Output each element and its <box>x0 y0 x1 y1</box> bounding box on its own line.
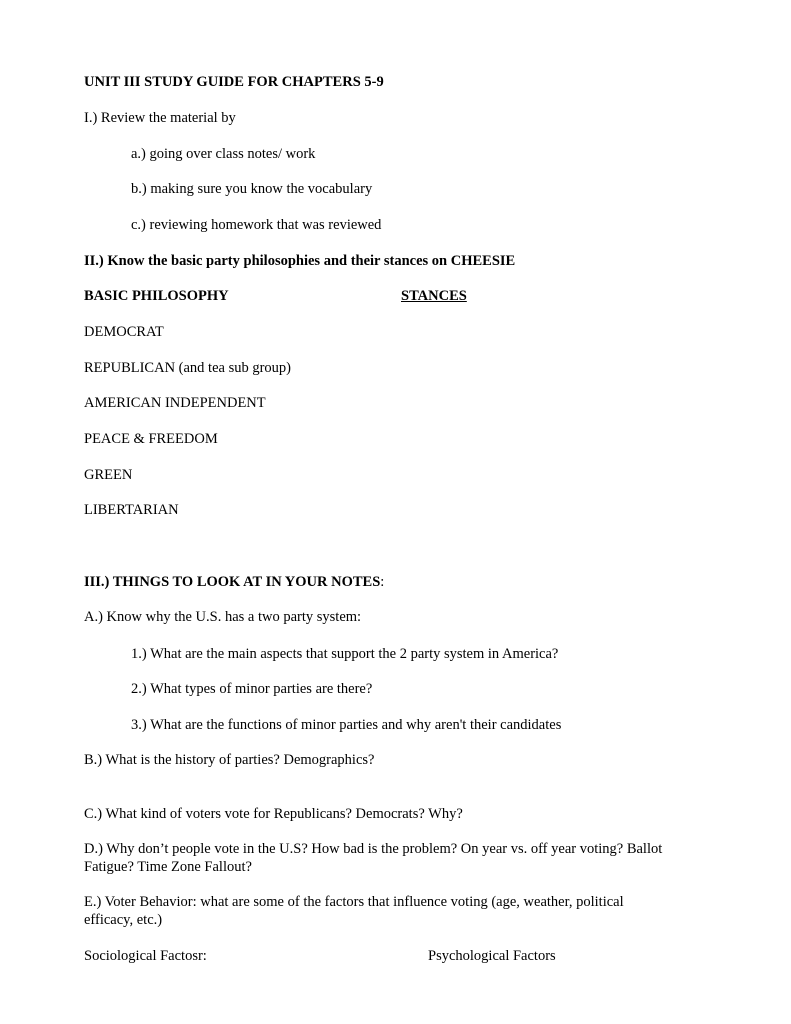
party-item: REPUBLICAN (and tea sub group) <box>84 360 292 376</box>
party-item: GREEN <box>84 467 133 483</box>
list-item: 1.) What are the main aspects that support the 2 party system in America? <box>131 646 559 662</box>
list-item: c.) reviewing homework that was reviewed <box>131 217 382 233</box>
party-item: AMERICAN INDEPENDENT <box>84 395 266 411</box>
list-item: 2.) What types of minor parties are there? <box>131 681 373 697</box>
section2-heading: II.) Know the basic party philosophies and their stances on CHEESIE <box>84 253 516 269</box>
psychological-factors-label: Psychological Factors <box>428 948 556 964</box>
party-item: LIBERTARIAN <box>84 502 179 518</box>
question-d-line1: D.) Why don’t people vote in the U.S? How bad is the problem? On year vs. off year voting? Ballot <box>84 841 663 857</box>
party-item: DEMOCRAT <box>84 324 164 340</box>
sociological-factors-label: Sociological Factosr: <box>84 948 207 964</box>
question-c: C.) What kind of voters vote for Republicans? Democrats? Why? <box>84 806 463 822</box>
question-a: A.) Know why the U.S. has a two party system: <box>84 609 362 625</box>
party-item: PEACE & FREEDOM <box>84 431 218 447</box>
section3-heading-colon: : <box>380 574 385 590</box>
section3-heading-line <box>84 573 384 591</box>
question-e-line2: efficacy, etc.) <box>84 912 163 928</box>
question-e-line1: E.) Voter Behavior: what are some of the factors that influence voting (age, weather, political <box>84 894 624 910</box>
section3-heading: III.) THINGS TO LOOK AT IN YOUR NOTES <box>84 574 381 590</box>
column-header-stances: STANCES <box>401 288 467 304</box>
question-d-line2: Fatigue? Time Zone Fallout? <box>84 859 252 875</box>
list-item: 3.) What are the functions of minor parties and why aren't their candidates <box>131 717 562 733</box>
question-b: B.) What is the history of parties? Demographics? <box>84 752 375 768</box>
section1-heading: I.) Review the material by <box>84 110 236 126</box>
column-header-philosophy: BASIC PHILOSOPHY <box>84 288 229 304</box>
list-item: a.) going over class notes/ work <box>131 146 316 162</box>
list-item: b.) making sure you know the vocabulary <box>131 181 373 197</box>
page-title: UNIT III STUDY GUIDE FOR CHAPTERS 5-9 <box>84 74 384 90</box>
